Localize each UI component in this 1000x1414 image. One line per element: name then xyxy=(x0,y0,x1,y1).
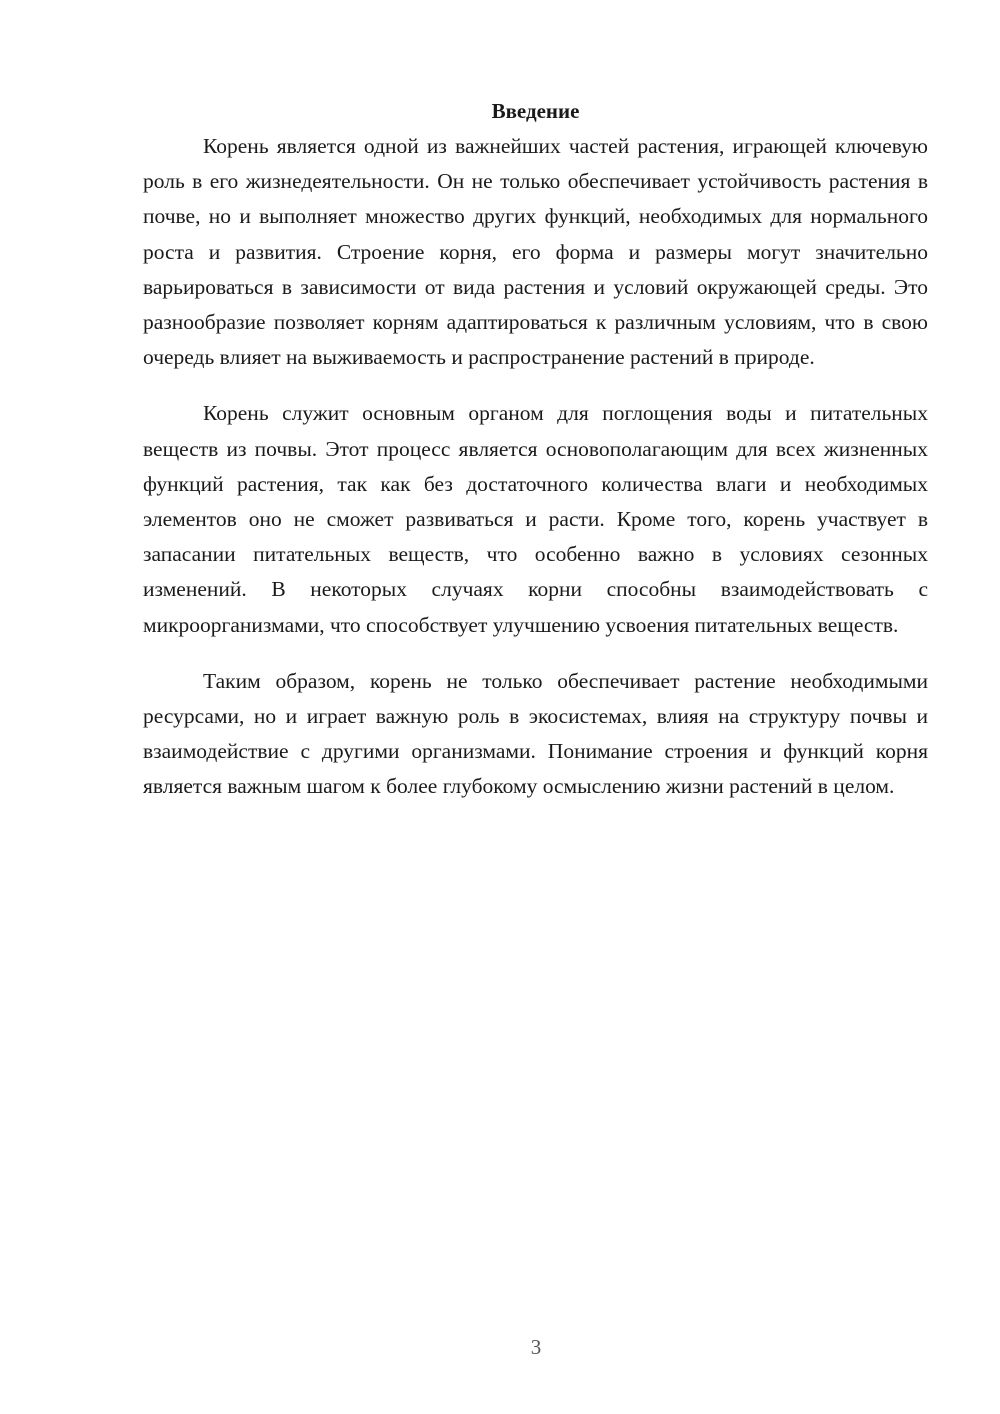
paragraph-2: Корень служит основным органом для поглощения воды и питательных веществ из почвы. Этот процесс является основополагающим для всех жизненных функций растения, так как без достаточного количества влаги и необходимых элементов оно не сможет развиваться и расти. Кроме того, корень участвует в запасании питательных веществ, что особенно важно в условиях сезонных изменений. В некоторых случаях корни способны взаимодействовать с микроорганизмами, что способствует улучшению усвоения питательных веществ. xyxy=(143,401,928,637)
page-number: 3 xyxy=(530,1335,542,1359)
paragraph-3: Таким образом, корень не только обеспечивает растение необходимыми ресурсами, но и играет важную роль в экосистемах, влияя на структуру почвы и взаимодействие с другими организмами. Понимание строения и функций корня является важным шагом к более глубокому осмыслению жизни растений в целом. xyxy=(143,668,928,799)
section-heading: Введение xyxy=(491,99,580,123)
page-content xyxy=(143,94,928,805)
paragraph-1: Корень является одной из важнейших частей растения, играющей ключевую роль в его жизнедеятельности. Он не только обеспечивает устойчивость растения в почве, но и выполняет множество других функций, необходимых для нормального роста и развития. Строение корня, его форма и размеры могут значительно варьироваться в зависимости от вида растения и условий окружающей среды. Это разнообразие позволяет корням адаптироваться к различным условиям, что в свою очередь влияет на выживаемость и распространение растений в природе. xyxy=(143,134,928,370)
